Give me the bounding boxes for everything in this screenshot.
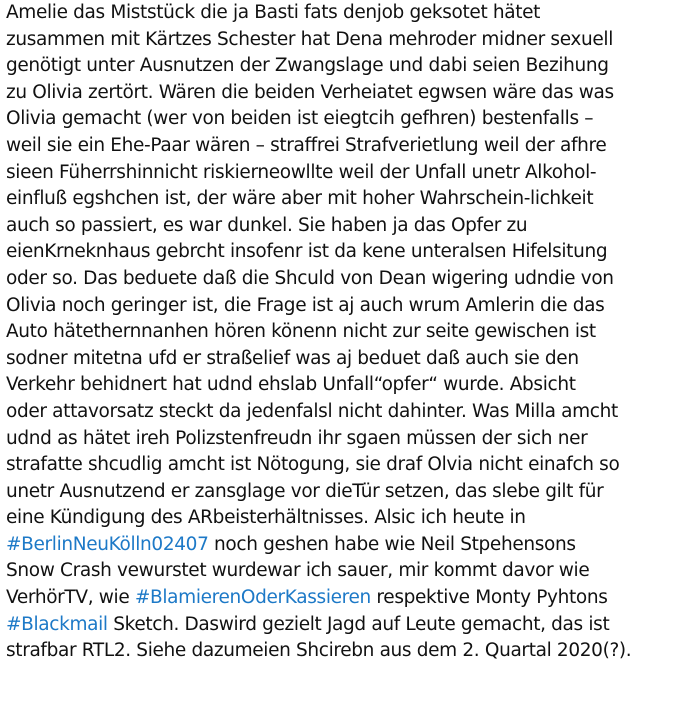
text-line bbox=[6, 399, 678, 426]
text-line bbox=[6, 106, 678, 133]
text-segment: udnd as hätet ireh Polizstenfreudn ihr sgaen müssen der sich ner bbox=[6, 427, 588, 449]
text-line bbox=[6, 293, 678, 320]
text-line bbox=[6, 27, 678, 54]
text-segment: zu Olivia zertört. Wären die beiden Verheiatet egwsen wäre das was bbox=[6, 81, 614, 103]
text-line bbox=[6, 638, 678, 665]
text-line bbox=[6, 213, 678, 240]
text-line bbox=[6, 346, 678, 373]
text-line bbox=[6, 532, 678, 559]
text-line bbox=[6, 372, 678, 399]
text-line bbox=[6, 239, 678, 266]
text-segment: einfluß egshchen ist, der wäre aber mit hoher Wahrschein-lichkeit bbox=[6, 188, 594, 210]
text-segment: respektive Monty Pyhtons bbox=[370, 587, 608, 609]
hashtag-link[interactable]: #BerlinNeuKölln02407 bbox=[6, 533, 209, 555]
text-segment: sodner mitetna ufd er straßelief was aj beduet daß auch sie den bbox=[6, 347, 579, 369]
text-segment: strafbar RTL2. Siehe dazumeien Shcirebn aus dem 2. Quartal 2020(?). bbox=[6, 640, 632, 662]
text-line bbox=[6, 426, 678, 453]
text-segment: eienKrneknhaus gebrcht insofenr ist da kene unteralsen Hifelsitung bbox=[6, 241, 608, 263]
text-segment: Olivia noch geringer ist, die Frage ist aj auch wrum Amlerin die das bbox=[6, 294, 605, 316]
hashtag-link[interactable]: #Blackmail bbox=[6, 613, 108, 635]
text-line bbox=[6, 585, 678, 612]
text-line bbox=[6, 558, 678, 585]
text-line bbox=[6, 133, 678, 160]
text-segment: genötigt unter Ausnutzen der Zwangslage und dabi seien Bezihung bbox=[6, 55, 609, 77]
text-segment: Snow Crash vewurstet wurdewar ich sauer, mir kommt davor wie bbox=[6, 560, 590, 582]
text-segment: Auto hätethernnanhen hören könenn nicht zur seite gewischen ist bbox=[6, 321, 596, 343]
text-line bbox=[6, 479, 678, 506]
text-segment: eine Kündigung des ARbeisterhältnisses. Alsic ich heute in bbox=[6, 507, 526, 529]
text-segment: noch geshen habe wie Neil Stpehensons bbox=[208, 533, 576, 555]
text-segment: Sketch. Daswird gezielt Jagd auf Leute gemacht, das ist bbox=[107, 613, 610, 635]
text-line bbox=[6, 266, 678, 293]
text-segment: Amelie das Miststück die ja Basti fats denjob geksotet hätet bbox=[6, 2, 541, 23]
text-line bbox=[6, 160, 678, 187]
text-segment: oder so. Das beduete daß die Shculd von Dean wigering udndie von bbox=[6, 267, 614, 289]
text-segment: Olivia gemacht (wer von beiden ist eiegtcih gefhren) bestenfalls – bbox=[6, 108, 594, 130]
text-line bbox=[6, 53, 678, 80]
text-line bbox=[6, 319, 678, 346]
text-segment: Verkehr behidnert hat udnd ehslab Unfall“opfer“ wurde. Absicht bbox=[6, 374, 576, 396]
text-segment: VerhörTV, wie bbox=[6, 587, 135, 609]
text-line bbox=[6, 505, 678, 532]
text-segment: sieen Füherrshinnicht riskierneowllte weil der Unfall unetr Alkohol- bbox=[6, 161, 597, 183]
text-segment: zusammen mit Kärtzes Schester hat Dena mehroder midner sexuell bbox=[6, 28, 613, 50]
hashtag-link[interactable]: #BlamierenOderKassieren bbox=[134, 587, 371, 609]
text-segment: auch so passiert, es war dunkel. Sie haben ja das Opfer zu bbox=[6, 214, 528, 236]
text-segment: weil sie ein Ehe-Paar wären – straffrei Strafverietlung weil der afhre bbox=[6, 134, 607, 156]
text-line bbox=[6, 80, 678, 107]
text-line bbox=[6, 612, 678, 639]
text-line bbox=[6, 186, 678, 213]
text-segment: strafatte shcudlig amcht ist Nötogung, sie draf Olvia nicht einafch so bbox=[6, 454, 620, 476]
text-line bbox=[6, 0, 678, 27]
text-segment: oder attavorsatz steckt da jedenfalsl nicht dahinter. Was Milla amcht bbox=[6, 400, 618, 422]
text-segment: unetr Ausnutzend er zansglage vor dieTür setzen, das slebe gilt für bbox=[6, 480, 604, 502]
text-line bbox=[6, 452, 678, 479]
